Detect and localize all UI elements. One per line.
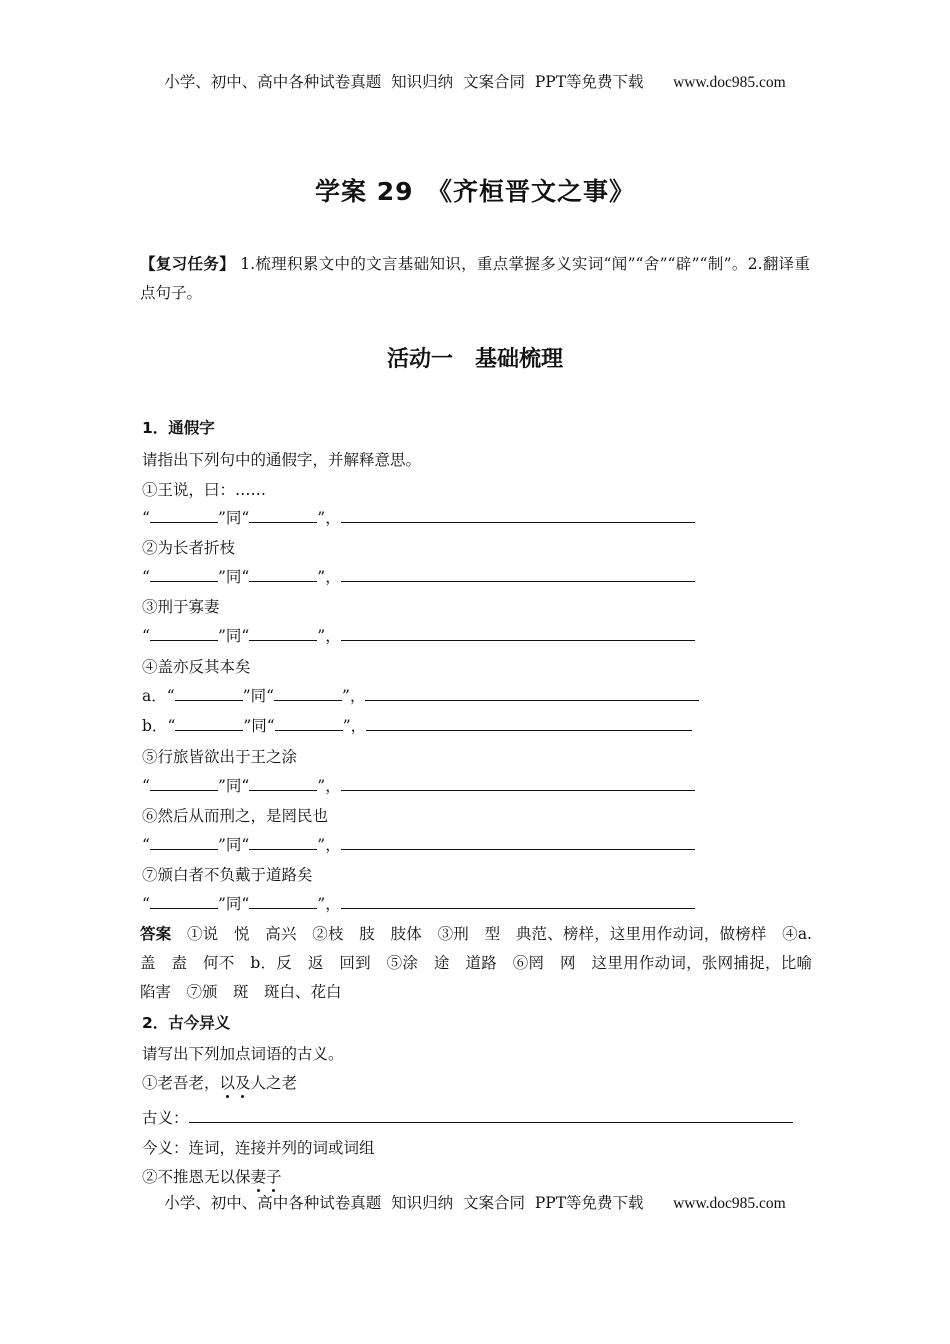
blank-standard-char[interactable] xyxy=(249,894,317,909)
page-title: 学案 29 《齐桓晋文之事》 xyxy=(315,177,635,206)
q1-sentence: ①老吾老，以及人之老 xyxy=(142,1071,297,1093)
item-6-answer-row: “ ”同“ ”， xyxy=(142,833,695,855)
blank-original-char[interactable] xyxy=(150,626,218,641)
page-footer xyxy=(0,1191,950,1213)
blank-standard-char[interactable] xyxy=(275,716,343,731)
blank-standard-char[interactable] xyxy=(274,686,342,701)
blank-standard-char[interactable] xyxy=(249,776,317,791)
blank-original-char[interactable] xyxy=(175,716,243,731)
blank-standard-char[interactable] xyxy=(249,835,317,850)
blank-meaning[interactable] xyxy=(366,716,692,731)
footer-text: 小学、初中、高中各种试卷真题 知识归纳 文案合同 PPT等免费下载 xyxy=(164,1194,644,1212)
q1-ancient-meaning-row: 古义： xyxy=(142,1106,793,1128)
blank-original-char[interactable] xyxy=(150,835,218,850)
item-1-answer-row: “ ”同“ ”， xyxy=(142,506,695,528)
blank-meaning[interactable] xyxy=(341,835,695,850)
blank-standard-char[interactable] xyxy=(249,626,317,641)
header-text: 小学、初中、高中各种试卷真题 知识归纳 文案合同 PPT等免费下载 xyxy=(164,73,644,91)
item-3-answer-row: “ ”同“ ”， xyxy=(142,624,695,646)
blank-meaning[interactable] xyxy=(341,776,695,791)
item-4b-answer-row: b．“ ”同“ ”， xyxy=(142,714,692,736)
dotted-word: 妻子 xyxy=(251,1168,282,1186)
q2-sentence: ②不推恩无以保妻子 xyxy=(142,1165,282,1187)
item-3-sentence: ③刑于寡妻 xyxy=(142,598,220,616)
item-6-sentence: ⑥然后从而刑之，是罔民也 xyxy=(142,807,329,825)
answer-block xyxy=(140,920,812,1007)
item-5-answer-row: “ ”同“ ”， xyxy=(142,774,695,796)
item-4-sentence: ④盖亦反其本矣 xyxy=(142,658,251,676)
review-task-text: 1.梳理积累文中的文言基础知识，重点掌握多义实词“闻”“舍”“辟”“制”。2.翻译重点句子。 xyxy=(140,255,810,302)
blank-standard-char[interactable] xyxy=(249,567,317,582)
answer-text: ①说 悦 高兴 ②枝 肢 肢体 ③刑 型 典范、榜样，这里用作动词，做榜样 ④a.盖 盍 何不 b．反 返 回到 ⑤涂 途 道路 ⑥罔 网 这里用作动词，张网捕捉，比喻陷害 ⑦颁 斑 斑白、花白 xyxy=(140,925,812,1001)
blank-meaning[interactable] xyxy=(341,626,695,641)
blank-meaning[interactable] xyxy=(341,508,695,523)
item-7-sentence: ⑦颁白者不负戴于道路矣 xyxy=(142,866,313,884)
blank-original-char[interactable] xyxy=(150,508,218,523)
blank-standard-char[interactable] xyxy=(249,508,317,523)
page-header xyxy=(0,70,950,92)
header-url[interactable]: www.doc985.com xyxy=(673,74,786,91)
item-5-sentence: ⑤行旅皆欲出于王之涂 xyxy=(142,748,298,766)
item-7-answer-row: “ ”同“ ”， xyxy=(142,892,695,914)
blank-original-char[interactable] xyxy=(150,567,218,582)
item-2-answer-row: “ ”同“ ”， xyxy=(142,565,695,587)
blank-meaning[interactable] xyxy=(341,567,695,582)
footer-url[interactable]: www.doc985.com xyxy=(673,1195,786,1212)
part2-instruction: 请写出下列加点词语的古义。 xyxy=(142,1045,344,1063)
blank-original-char[interactable] xyxy=(150,894,218,909)
blank-original-char[interactable] xyxy=(150,776,218,791)
blank-meaning[interactable] xyxy=(365,686,699,701)
blank-ancient-meaning[interactable] xyxy=(189,1108,793,1123)
item-1-sentence: ①王说，曰：…… xyxy=(142,481,267,499)
section-title: 活动一 基础梳理 xyxy=(386,347,563,372)
q1-modern-meaning: 今义：连词，连接并列的词或词组 xyxy=(142,1139,375,1157)
blank-meaning[interactable] xyxy=(341,894,695,909)
dotted-word: 以及 xyxy=(220,1074,251,1092)
review-task xyxy=(140,250,810,308)
part1-instruction: 请指出下列句中的通假字，并解释意思。 xyxy=(142,451,422,469)
item-2-sentence: ②为长者折枝 xyxy=(142,539,236,557)
part2-heading: 2．古今异义 xyxy=(142,1014,231,1032)
part1-heading: 1．通假字 xyxy=(142,419,215,437)
item-4a-answer-row: a．“ ”同“ ”， xyxy=(142,684,699,706)
review-task-tag: 【复习任务】 xyxy=(140,255,235,273)
blank-original-char[interactable] xyxy=(175,686,243,701)
answer-label: 答案 xyxy=(140,925,172,943)
